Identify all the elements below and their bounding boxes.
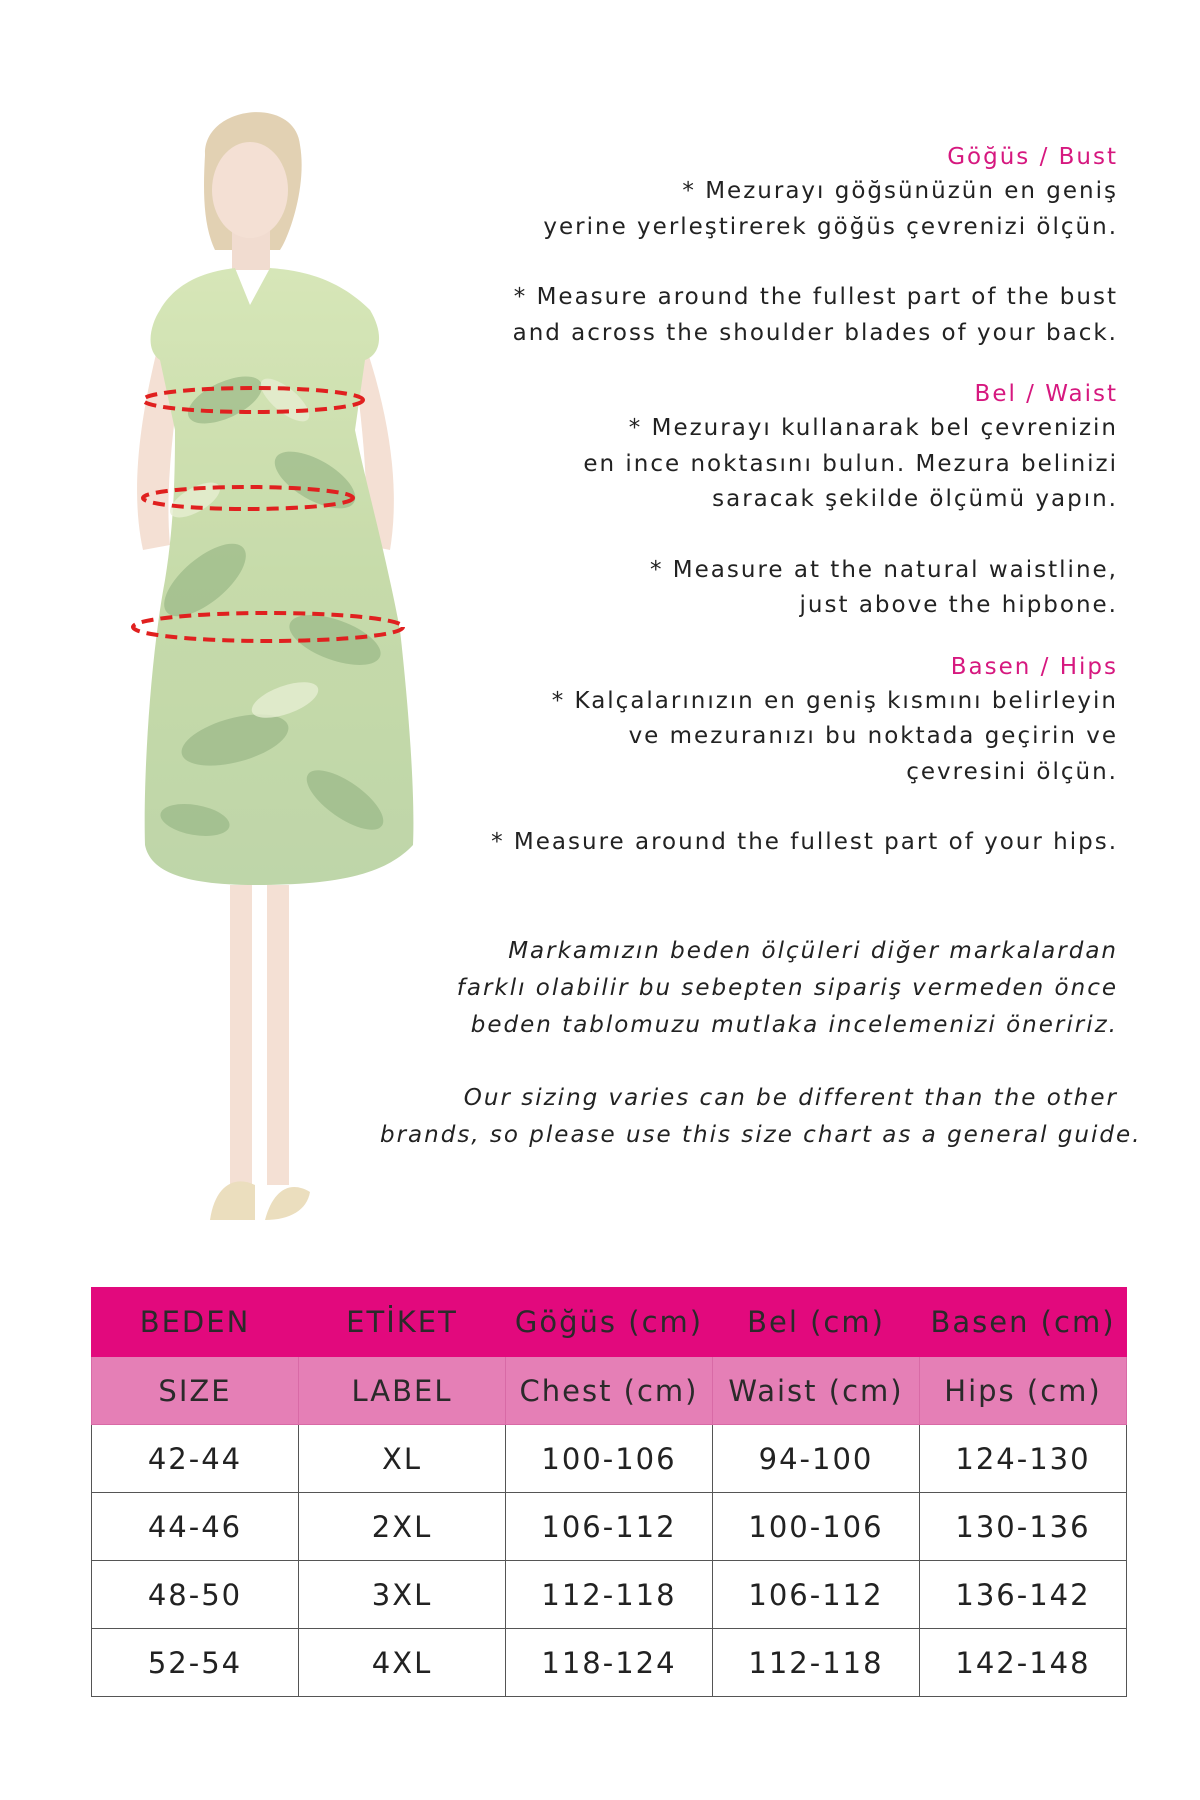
table-cell: 48-50 [92,1561,299,1629]
header-bel: Bel (cm) [713,1288,920,1357]
table-cell: 142-148 [920,1629,1127,1697]
header-size: SIZE [92,1357,299,1425]
table-cell: 130-136 [920,1493,1127,1561]
header-waist: Waist (cm) [713,1357,920,1425]
hips-title: Basen / Hips [950,653,1118,680]
table-cell: 136-142 [920,1561,1127,1629]
note-en-line-2: brands, so please use this size chart as a general guide. [380,1121,1142,1148]
table-row [92,1629,1127,1697]
header-beden: BEDEN [92,1288,299,1357]
header-etiket: ETİKET [299,1288,506,1357]
table-cell: 124-130 [920,1425,1127,1493]
header-hips: Hips (cm) [920,1357,1127,1425]
table-cell: 3XL [299,1561,506,1629]
waist-en-line-2: just above the hipbone. [799,592,1118,618]
bust-title: Göğüs / Bust [947,144,1118,170]
table-row [92,1425,1127,1493]
note-tr-line-1: Markamızın beden ölçüleri diğer markalardan [508,937,1118,964]
table-header-en [92,1357,1127,1425]
table-cell: 2XL [299,1493,506,1561]
table-cell: 52-54 [92,1629,299,1697]
table-cell: 118-124 [506,1629,713,1697]
table-cell: 100-106 [506,1425,713,1493]
waist-tr-line-3: saracak şekilde ölçümü yapın. [712,486,1118,512]
header-basen: Basen (cm) [920,1288,1127,1357]
header-label: LABEL [299,1357,506,1425]
bust-tr-line-1: * Mezurayı göğsünüzün en geniş [682,178,1118,204]
hips-tr-line-2: ve mezuranızı bu noktada geçirin ve [628,723,1118,749]
table-cell: 100-106 [713,1493,920,1561]
note-tr-line-2: farklı olabilir bu sebepten sipariş vermeden önce [456,974,1118,1001]
waist-tr-line-1: * Mezurayı kullanarak bel çevrenizin [628,415,1118,441]
waist-tr-line-2: en ince noktasını bulun. Mezura belinizi [583,450,1118,477]
measurement-guide [380,140,1142,1154]
bust-tr-line-2: yerine yerleştirerek göğüs çevrenizi ölçün. [543,213,1118,240]
table-header-tr [92,1288,1127,1357]
bust-en-line-1: * Measure around the fullest part of the bust [513,284,1118,310]
table-cell: 42-44 [92,1425,299,1493]
table-row [92,1493,1127,1561]
table-cell: 112-118 [506,1561,713,1629]
note-en-line-1: Our sizing varies can be different than the other [463,1084,1118,1111]
hips-tr-line-1: * Kalçalarınızın en geniş kısmını belirleyin [551,687,1118,714]
table-cell: 94-100 [713,1425,920,1493]
bust-en-line-2: and across the shoulder blades of your back. [512,319,1118,346]
table-cell: 4XL [299,1629,506,1697]
header-gogus: Göğüs (cm) [506,1288,713,1357]
table-cell: 44-46 [92,1493,299,1561]
hips-en-line-1: * Measure around the fullest part of your hips. [491,829,1118,855]
table-cell: 112-118 [713,1629,920,1697]
table-cell: 106-112 [506,1493,713,1561]
header-chest: Chest (cm) [506,1357,713,1425]
table-cell: XL [299,1425,506,1493]
waist-en-line-1: * Measure at the natural waistline, [650,556,1118,583]
size-table [91,1287,1127,1697]
table-cell: 106-112 [713,1561,920,1629]
hips-tr-line-3: çevresini ölçün. [906,758,1118,785]
note-tr-line-3: beden tablomuzu mutlaka incelemenizi öneririz. [470,1011,1118,1038]
waist-title: Bel / Waist [974,381,1118,407]
table-row [92,1561,1127,1629]
